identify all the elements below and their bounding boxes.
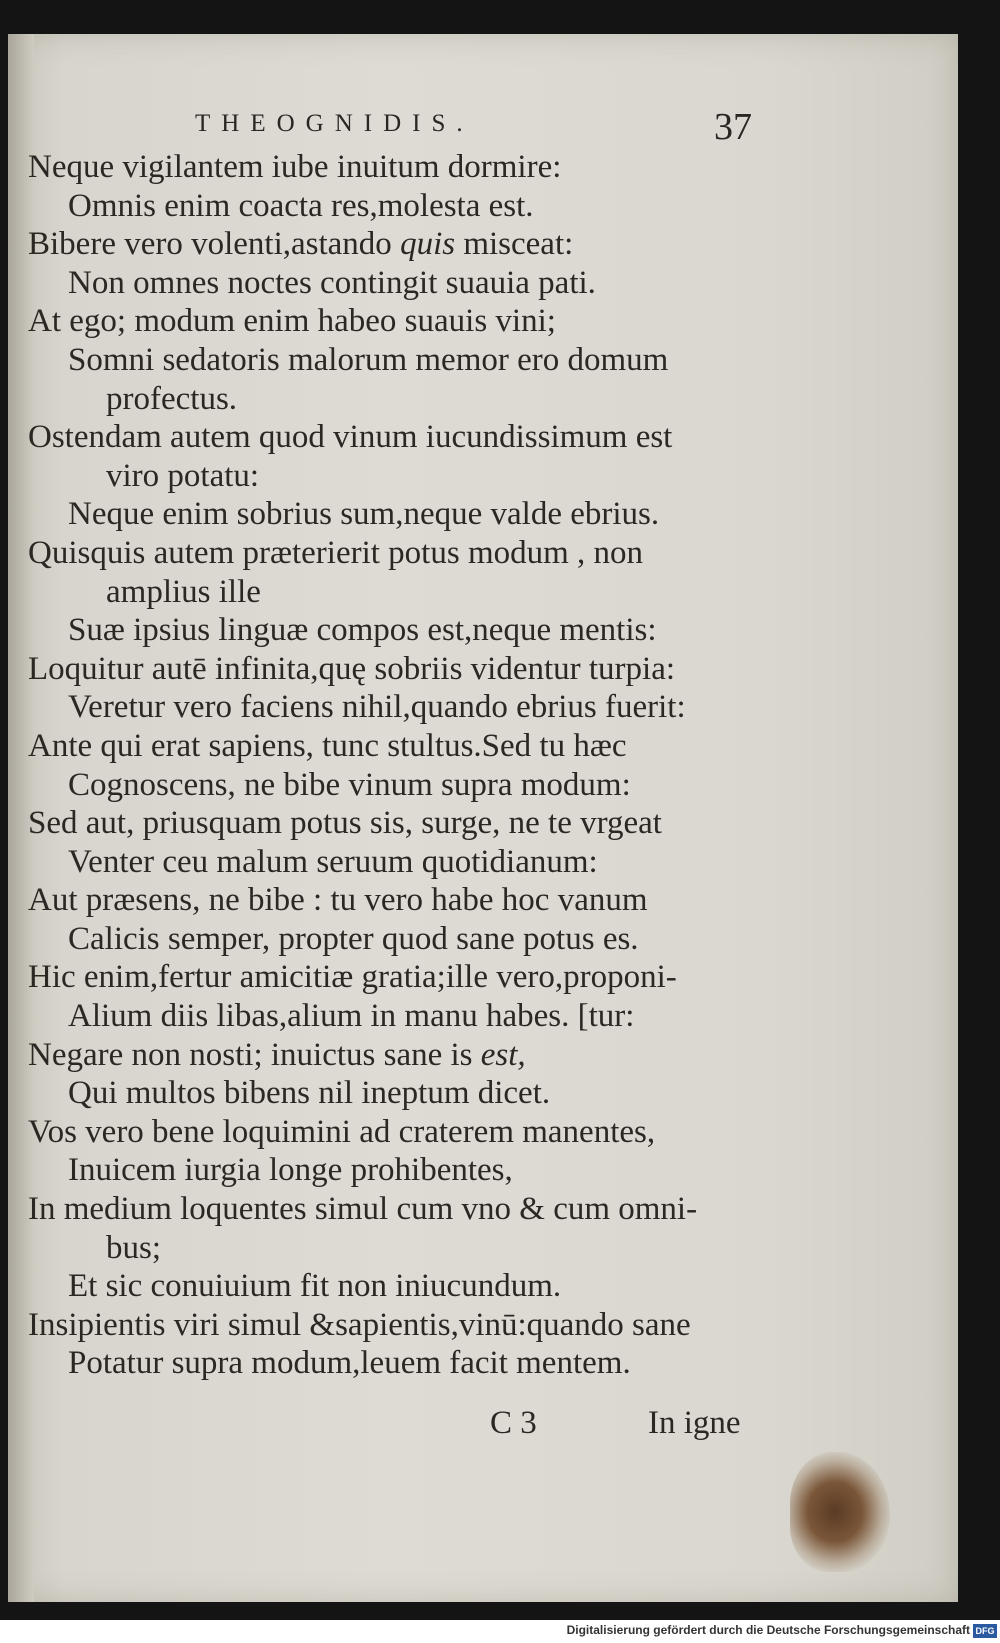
text-line: Neque vigilantem iube inuitum dormire:	[28, 149, 562, 185]
text-line: Loquitur autē infinita,quę sobriis videntur turpia:	[28, 650, 676, 687]
text-line: Venter ceu malum seruum quotidianum:	[68, 843, 598, 880]
text-line: Cognoscens, ne bibe vinum supra modum:	[68, 766, 631, 803]
running-title: THEOGNIDIS.	[195, 110, 474, 137]
text-line: Omnis enim coacta res,molesta est.	[68, 187, 534, 224]
text-line: Aut præsens, ne bibe : tu vero habe hoc vanum	[28, 882, 648, 919]
dfg-logo: DFG	[973, 1624, 997, 1638]
poem-text	[28, 148, 748, 1383]
text-line: Potatur supra modum,leuem facit mentem.	[68, 1345, 631, 1382]
text-line	[28, 1036, 748, 1075]
text-line: bus;	[106, 1229, 162, 1266]
text-line: At ego; modum enim habeo suauis vini;	[28, 303, 556, 340]
text-line: Ostendam autem quod vinum iucundissimum est	[28, 419, 673, 456]
ink-stain	[790, 1452, 890, 1572]
line-text: Negare non nosti; inuictus sane is	[28, 1036, 481, 1073]
text-line: Sed aut, priusquam potus sis, surge, ne te vrgeat	[28, 805, 662, 842]
text-line: Non omnes noctes contingit suauia pati.	[68, 264, 596, 301]
catchword: In igne	[648, 1405, 741, 1441]
footer-bar	[0, 1620, 1000, 1643]
text-line: Insipientis viri simul &sapientis,vinū:quando sane	[28, 1306, 691, 1343]
text-line: Et sic conuiuium fit non iniucundum.	[68, 1268, 562, 1305]
text-line: Inuicem iurgia longe prohibentes,	[68, 1152, 513, 1189]
text-line: Vos vero bene loquimini ad craterem manentes,	[28, 1113, 656, 1150]
text-line: Qui multos bibens nil ineptum dicet.	[68, 1075, 551, 1112]
text-line: Alium diis libas,alium in manu habes. [tur:	[68, 998, 635, 1035]
signature-mark: C 3	[490, 1405, 537, 1441]
text-line: In medium loquentes simul cum vno & cum omni-	[28, 1191, 698, 1228]
text-line: Neque enim sobrius sum,neque valde ebrius.	[68, 496, 660, 533]
text-line: Calicis semper, propter quod sane potus es.	[68, 920, 639, 957]
line-text: misceat:	[455, 226, 574, 263]
text-line: Suæ ipsius linguæ compos est,neque mentis:	[68, 612, 657, 649]
text-line	[28, 225, 748, 264]
text-line: viro potatu:	[106, 457, 260, 494]
funding-credit: Digitalisierung gefördert durch die Deutsche Forschungsgemeinschaft	[566, 1623, 970, 1637]
italic-word: est,	[480, 1036, 526, 1073]
page-number: 37	[714, 106, 752, 148]
text-line: Hic enim,fertur amicitiæ gratia;ille vero,proponi-	[28, 959, 677, 996]
text-line: amplius ille	[106, 573, 261, 610]
text-line: Veretur vero faciens nihil,quando ebrius fuerit:	[68, 689, 686, 726]
text-line: Quisquis autem præterierit potus modum , non	[28, 534, 644, 571]
line-text: Bibere vero volenti,astando	[28, 226, 401, 263]
italic-word: quis	[400, 226, 456, 263]
text-line: profectus.	[106, 380, 238, 417]
text-line: Somni sedatoris malorum memor ero domum	[68, 341, 669, 378]
text-line: Ante qui erat sapiens, tunc stultus.Sed tu hæc	[28, 727, 627, 764]
